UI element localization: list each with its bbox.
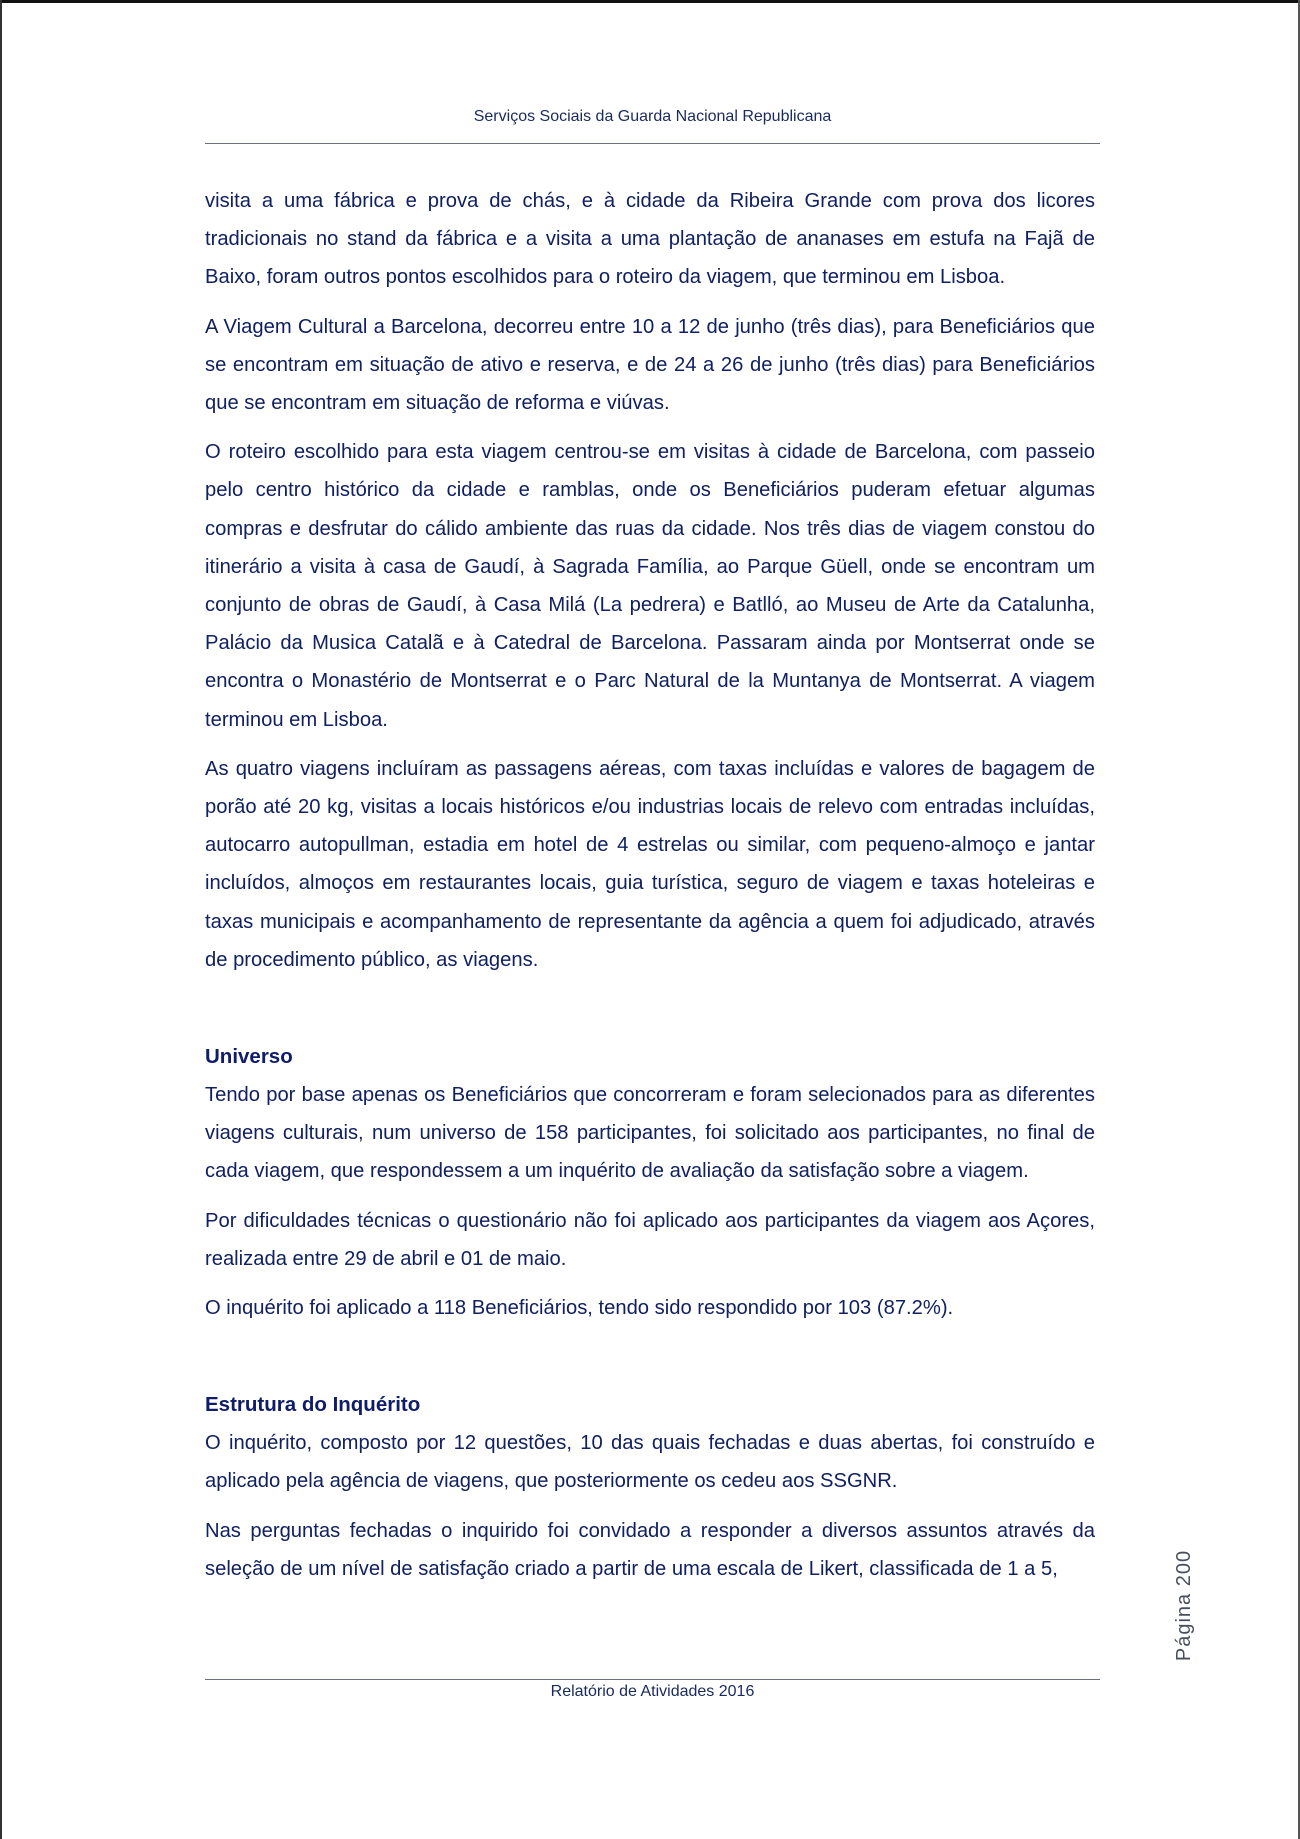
header-divider xyxy=(205,143,1100,144)
paragraph-acores-visits: visita a uma fábrica e prova de chás, e à cidade da Ribeira Grande com prova dos licores tradicionais no stand da fábrica e a visita a uma plantação de ananases em estufa na Fajã de Baixo, foram outros pontos escolhidos para o roteiro da viagem, que terminou em Lisboa. xyxy=(205,190,1095,289)
section-heading-estrutura: Estrutura do Inquérito xyxy=(205,1393,421,1417)
page-header: Serviços Sociais da Guarda Nacional Republicana xyxy=(473,108,832,125)
paragraph-barcelona-dates: A Viagem Cultural a Barcelona, decorreu entre 10 a 12 de junho (três dias), para Beneficiários que se encontram em situação de ativo e reserva, e de 24 a 26 de junho (três dias) para Beneficiários que se encontram em situação de reforma e viúvas. xyxy=(205,315,1095,415)
footer-divider xyxy=(205,1679,1100,1680)
paragraph-survey-composition: O inquérito, composto por 12 questões, 10 das quais fechadas e duas abertas, foi construído e aplicado pela agência de viagens, que posteriormente os cedeu aos SSGNR. xyxy=(205,1432,1095,1493)
section-spacer xyxy=(205,1338,1095,1386)
paragraph-trip-inclusions: As quatro viagens incluíram as passagens aéreas, com taxas incluídas e valores de bagagem de porão até 20 kg, visitas a locais históricos e/ou industrias locais de relevo com entradas incluídas, autocarro autopullman, estadia em hotel de 4 estrelas ou similar, com pequeno-almoço e jantar incluídos, almoços em restaurantes locais, guia turística, seguro de viagem e taxas hoteleiras e taxas municipais e acompanhamento de representante da agência a quem foi adjudicado, através de procedimento público, as viagens. xyxy=(205,757,1095,971)
paragraph-acores-exception: Por dificuldades técnicas o questionário não foi aplicado aos participantes da viagem aos Açores, realizada entre 29 de abril e 01 de maio. xyxy=(205,1209,1095,1270)
section-spacer xyxy=(205,990,1095,1038)
paragraph-barcelona-itinerary: O roteiro escolhido para esta viagem centrou-se em visitas à cidade de Barcelona, com passeio pelo centro histórico da cidade e ramblas, onde os Beneficiários puderam efetuar algumas compras e desfrutar do cálido ambiente das ruas da cidade. Nos três dias de viagem constou do itinerário a visita à casa de Gaudí, à Sagrada Família, ao Parque Güell, onde se encontram um conjunto de obras de Gaudí, à Casa Milá (La pedrera) e Batlló, ao Museu de Arte da Catalunha, Palácio da Musica Catalã e à Catedral de Barcelona. Passaram ainda por Montserrat onde se encontra o Monastério de Montserrat e o Parc Natural de la Muntanya de Montserrat. A viagem terminou em Lisboa. xyxy=(205,441,1095,731)
scan-border-left xyxy=(0,0,2,1839)
paragraph-response-rate: O inquérito foi aplicado a 118 Beneficiários, tendo sido respondido por 103 (87.2%). xyxy=(205,1297,954,1320)
page-number-label: Página 200 xyxy=(1173,1549,1196,1661)
page-footer: Relatório de Atividades 2016 xyxy=(550,1683,755,1700)
document-body xyxy=(205,182,1095,1599)
paragraph-universo: Tendo por base apenas os Beneficiários que concorreram e foram selecionados para as diferentes viagens culturais, num universo de 158 participantes, foi solicitado aos participantes, no final de cada viagem, que respondessem a um inquérito de avaliação da satisfação sobre a viagem. xyxy=(205,1084,1095,1183)
paragraph-likert-scale: Nas perguntas fechadas o inquirido foi convidado a responder a diversos assuntos através da seleção de um nível de satisfação criado a partir de uma escala de Likert, classificada de 1 a 5, xyxy=(205,1519,1095,1580)
scan-border-top xyxy=(0,0,1300,3)
page-number-vertical xyxy=(1140,1549,1230,1661)
section-heading-universo: Universo xyxy=(205,1045,293,1069)
